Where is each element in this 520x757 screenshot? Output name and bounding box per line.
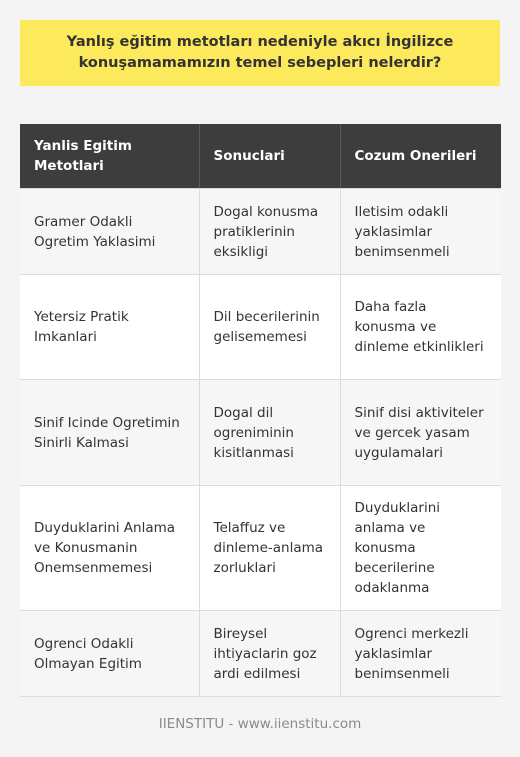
column-header-methods: Yanlis Egitim Metotlari	[20, 124, 199, 189]
table-cell: Duyduklarini Anlama ve Konusmanin Onemsenmemesi	[20, 486, 199, 611]
table-cell: Iletisim odakli yaklasimlar benimsenmeli	[340, 189, 501, 275]
methods-table	[20, 124, 501, 697]
table-header-row	[20, 124, 501, 189]
title-banner	[20, 20, 500, 86]
table-cell: Dil becerilerinin gelisememesi	[199, 275, 340, 380]
footer-credit: IIENSTITU - www.iienstitu.com	[158, 716, 362, 732]
table-cell: Yetersiz Pratik Imkanlari	[20, 275, 199, 380]
table-cell: Sinif disi aktiviteler ve gercek yasam uygulamalari	[340, 380, 501, 486]
table-cell: Dogal dil ogreniminin kisitlanmasi	[199, 380, 340, 486]
table-cell: Sinif Icinde Ogretimin Sinirli Kalmasi	[20, 380, 199, 486]
table-row	[20, 486, 501, 611]
column-header-results: Sonuclari	[199, 124, 340, 189]
page-title: Yanlış eğitim metotları nedeniyle akıcı İngilizce konuşamamamızın temel sebepleri nelerdir?	[66, 34, 454, 71]
table-row	[20, 380, 501, 486]
table-cell: Ogrenci Odakli Olmayan Egitim	[20, 611, 199, 697]
table-row	[20, 611, 501, 697]
table-cell: Dogal konusma pratiklerinin eksikligi	[199, 189, 340, 275]
table-cell: Telaffuz ve dinleme-anlama zorluklari	[199, 486, 340, 611]
table-cell: Duyduklarini anlama ve konusma becerilerine odaklanma	[340, 486, 501, 611]
table-row	[20, 275, 501, 380]
table-cell: Bireysel ihtiyaclarin goz ardi edilmesi	[199, 611, 340, 697]
table-cell: Gramer Odakli Ogretim Yaklasimi	[20, 189, 199, 275]
table-cell: Daha fazla konusma ve dinleme etkinlikleri	[340, 275, 501, 380]
column-header-solutions: Cozum Onerileri	[340, 124, 501, 189]
table-cell: Ogrenci merkezli yaklasimlar benimsenmeli	[340, 611, 501, 697]
table-row	[20, 189, 501, 275]
